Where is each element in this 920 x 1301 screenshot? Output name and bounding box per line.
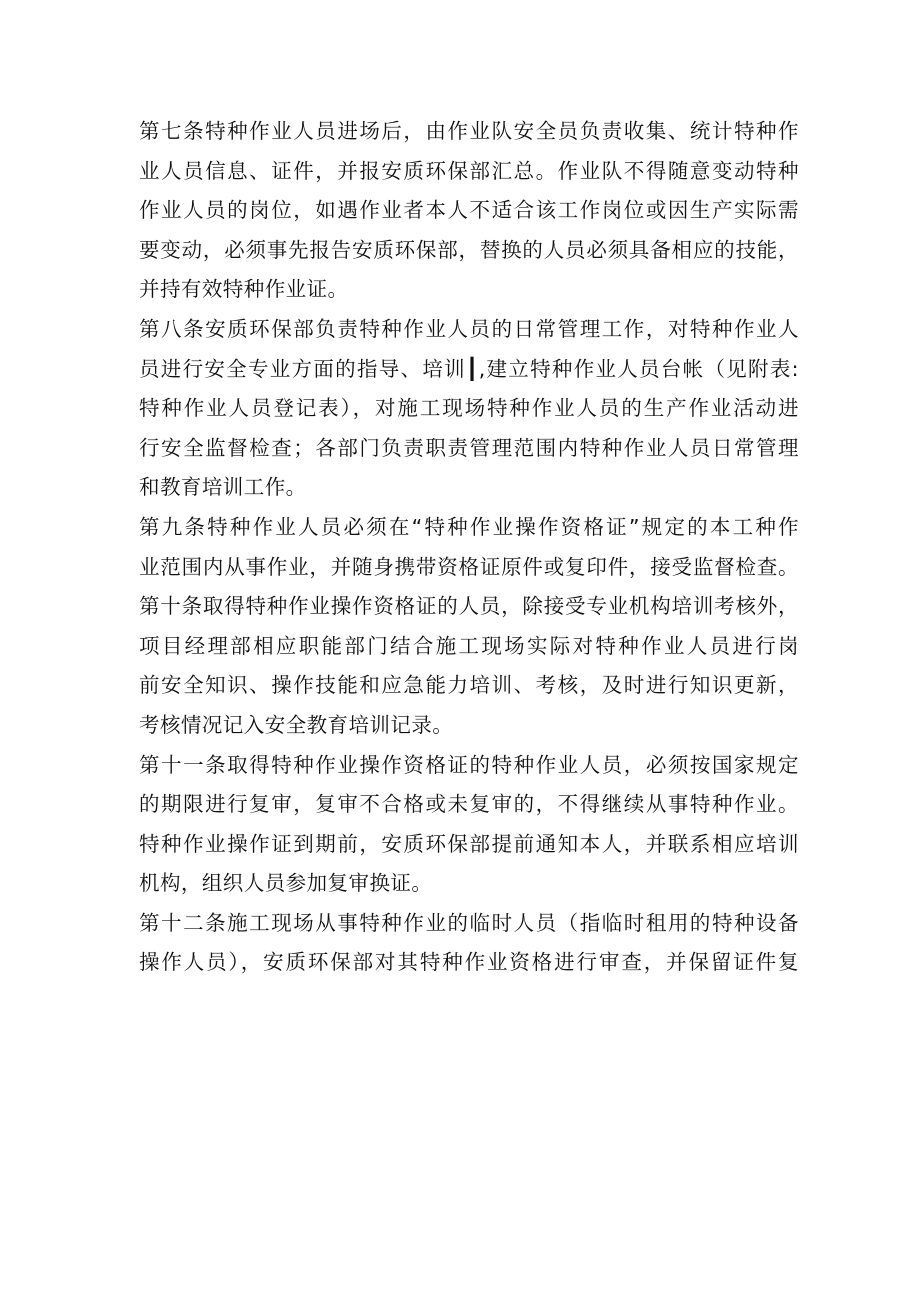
text-line: 作业人员的岗位，如遇作业者本人不适合该工作岗位或因生产实际需 bbox=[139, 198, 799, 223]
text-line: 项目经理部相应职能部门结合施工现场实际对特种作业人员进行岗 bbox=[139, 633, 799, 658]
text-line: 操作人员），安质环保部对其特种作业资格进行审查，并保留证件复 bbox=[139, 950, 799, 975]
text-line: 和教育培训工作。 bbox=[139, 475, 307, 500]
text-line: 特种作业操作证到期前，安质环保部提前通知本人，并联系相应培训 bbox=[139, 831, 799, 856]
text-line: 第八条安质环保部负责特种作业人员的日常管理工作，对特种作业人 bbox=[139, 316, 799, 341]
text-line: 第十二条施工现场从事特种作业的临时人员（指临时租用的特种设备 bbox=[139, 910, 799, 935]
text-line: 行安全监督检查；各部门负责职责管理范围内特种作业人员日常管理 bbox=[139, 435, 799, 460]
text-line: 考核情况记入安全教育培训记录。 bbox=[139, 712, 454, 737]
document-body bbox=[139, 112, 799, 983]
text-line: 业范围内从事作业，并随身携带资格证原件或复印件，接受监督检查。 bbox=[139, 554, 799, 579]
text-line: 的期限进行复审，复审不合格或未复审的，不得继续从事特种作业。 bbox=[139, 792, 799, 817]
text-line: 并持有效特种作业证。 bbox=[139, 277, 349, 302]
text-line: 第七条特种作业人员进场后，由作业队安全员负责收集、统计特种作 bbox=[139, 119, 799, 143]
text-line: 机构，组织人员参加复审换证。 bbox=[139, 871, 433, 896]
text-line: 业人员信息、证件，并报安质环保部汇总。作业队不得随意变动特种 bbox=[139, 158, 799, 183]
text-line: 第十条取得特种作业操作资格证的人员，除接受专业机构培训考核外， bbox=[139, 594, 799, 619]
text-line: 员进行安全专业方面的指导、培训┃,建立特种作业人员台帐（见附表: bbox=[139, 356, 799, 381]
text-line: 要变动，必须事先报告安质环保部，替换的人员必须具备相应的技能， bbox=[139, 237, 799, 262]
text-line: 前安全知识、操作技能和应急能力培训、考核，及时进行知识更新， bbox=[139, 673, 799, 698]
text-line: 特种作业人员登记表），对施工现场特种作业人员的生产作业活动进 bbox=[139, 396, 799, 421]
text-line: 第十一条取得特种作业操作资格证的特种作业人员，必须按国家规定 bbox=[139, 752, 799, 777]
text-line: 第九条特种作业人员必须在“特种作业操作资格证”规定的本工种作 bbox=[139, 514, 799, 539]
